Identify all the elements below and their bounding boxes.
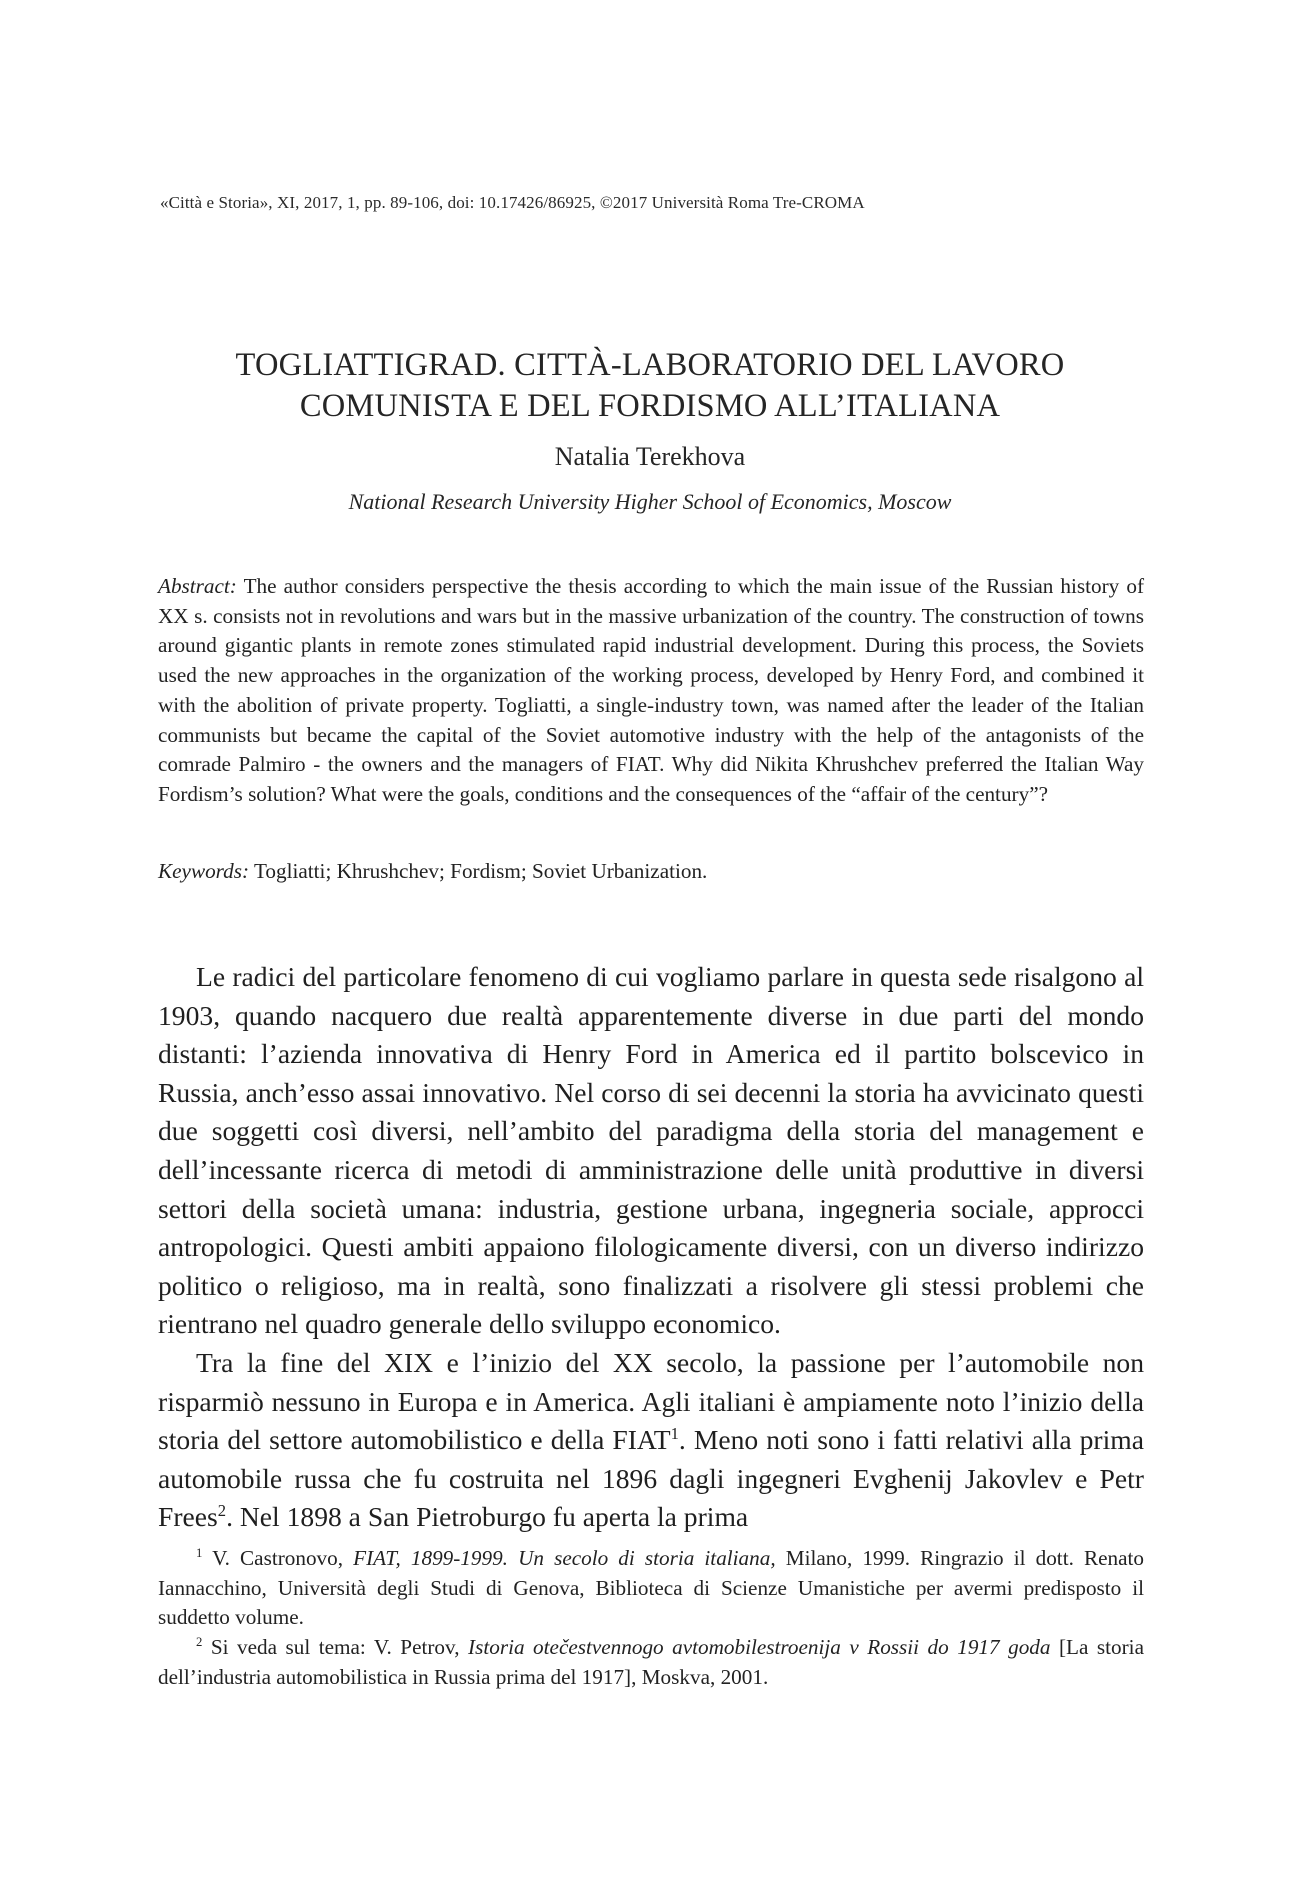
abstract-text: The author considers perspective the thesis according to which the main issue of the Russian history of XX s. consists not in revolutions and wars but in the massive urbanization of the country. The construction of towns around gigantic plants in remote zones stimulated rapid industrial development. During this process, the Soviets used the new approaches in the organization of the working process, developed by Henry Ford, and combined it with the abolition of private property. Togliatti, a single-industry town, was named after the leader of the Italian communists but became the capital of the Soviet automotive industry with the help of the antagonists of the comrade Palmiro - the owners and the managers of FIAT. Why did Nikita Khrushchev preferred the Italian Way Fordism’s solution? What were the goals, conditions and the consequences of the “affair of the century”? (158, 574, 1144, 806)
body-paragraph-2-part-1: Tra la fine del XIX e l’inizio del XX secolo, la passione per l’automobile non risparmiò nessuno in Europa e in America. Agli italiani è ampiamente noto l’inizio della storia del settore automobilistico e della FIAT (158, 1346, 1144, 1456)
footnote-1-title: FIAT, 1899-1999. Un secolo di storia italiana, (353, 1546, 776, 1570)
footnote-2-text-a: Si veda sul tema: V. Petrov, (202, 1635, 469, 1660)
article-title (160, 345, 1140, 427)
abstract-label: Abstract: (158, 574, 237, 598)
running-head: «Città e Storia», XI, 2017, 1, pp. 89-106, doi: 10.17426/86925, ©2017 Università Roma Tre-CROMA (160, 193, 865, 212)
footnote-1-text-b: Milano, 1999. Ringrazio il dott. Renato Iannacchino, Università degli Studi di Genova, Biblioteca di Scienze Umanistiche per avermi predisposto il suddetto volume. (158, 1546, 1144, 1630)
footnote-2-number: 2 (196, 1635, 203, 1650)
abstract (158, 572, 1144, 810)
body-paragraph-2-part-2: . Meno noti sono i fatti relativi alla prima automobile russa che fu costruita nel 1896 dagli ingegneri Evghenij Jakovlev e Petr Frees (158, 1424, 1144, 1533)
footnotes (158, 1544, 1144, 1693)
footnote-2 (158, 1633, 1144, 1692)
keywords-label: Keywords: (158, 859, 250, 883)
footnote-2-title: Istoria otečestvennogo avtomobilestroenija v Rossii do 1917 goda (468, 1635, 1051, 1660)
footnote-1 (158, 1544, 1144, 1633)
body-paragraph-1: Le radici del particolare fenomeno di cui vogliamo parlare in questa sede risalgono al 1903, quando nacquero due realtà apparentemente diverse in due parti del mondo distanti: l’azienda innovativa di Henry Ford in America ed il partito bolscevico in Russia, anch’esso assai innovativo. Nel corso di sei decenni la storia ha avvicinato questi due soggetti così diversi, nell’ambito del paradigma della storia del management e dell’incessante ricerca di metodi di amministrazione delle unità produttive in diversi settori della società umana: industria, gestione urbana, ingegneria sociale, approcci antropologici. Questi ambiti appaiono filologicamente diversi, con un diverso indirizzo politico o religioso, ma in realtà, sono finalizzati a risolvere gli stessi problemi che rientrano nel quadro generale dello sviluppo economico. (158, 961, 1144, 1340)
footnote-1-text-a: V. Castronovo, (202, 1546, 354, 1570)
footnote-ref-2[interactable]: 2 (217, 1501, 227, 1521)
title-line-1: TOGLIATTIGRAD. CITTÀ-LABORATORIO DEL LAVORO (235, 347, 1065, 383)
title-line-2: COMUNISTA E DEL FORDISMO ALL’ITALIANA (299, 388, 1001, 424)
keywords (158, 857, 1144, 887)
author-name: Natalia Terekhova (554, 442, 746, 471)
body-paragraph-2 (158, 1344, 1144, 1537)
footnote-1-number: 1 (196, 1545, 203, 1560)
footnote-ref-1[interactable]: 1 (670, 1423, 679, 1443)
author-affiliation: National Research University Higher School of Economics, Moscow (348, 489, 952, 514)
keywords-text: Togliatti; Khrushchev; Fordism; Soviet Urbanization. (253, 859, 708, 883)
body-paragraph-2-part-3: . Nel 1898 a San Pietroburgo fu aperta la prima (226, 1501, 749, 1533)
footnote-2-text-b: [La storia dell’industria automobilistica in Russia prima del 1917], Moskva, 2001. (158, 1635, 1144, 1689)
body-text (158, 958, 1144, 1537)
